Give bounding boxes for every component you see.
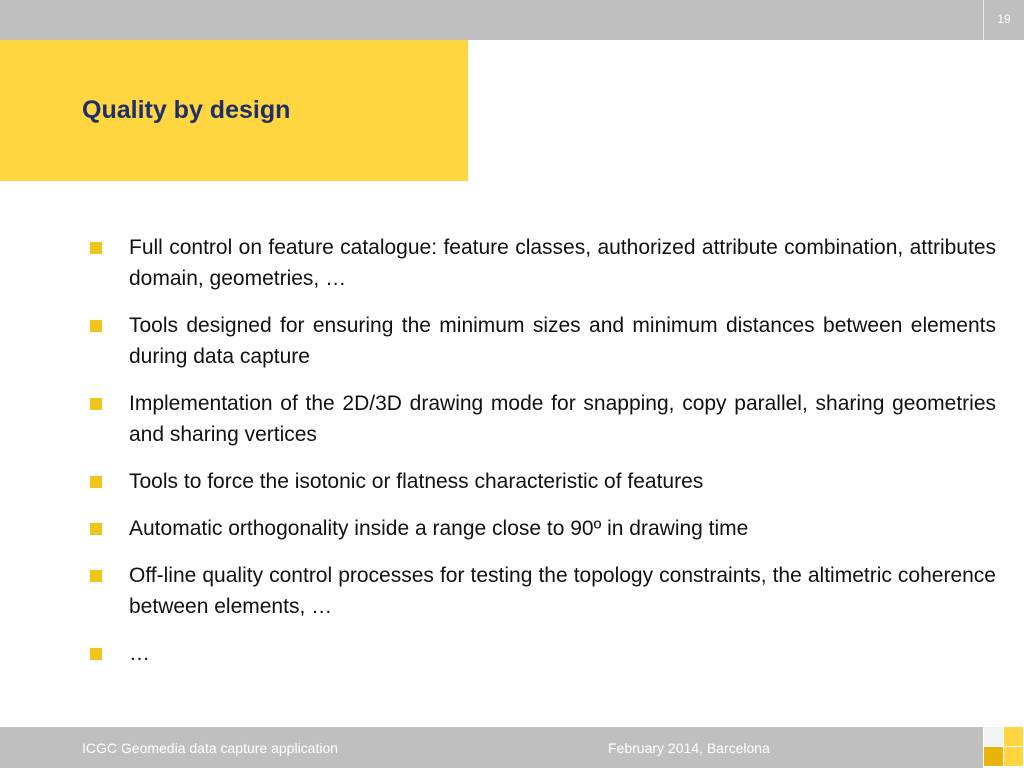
top-bar (0, 0, 1024, 40)
bullet-square-icon (90, 242, 102, 254)
bullet-text: Tools designed for ensuring the minimum sizes and minimum distances between elements during data capture (129, 314, 996, 368)
bullet-item (90, 638, 996, 669)
bullet-list (90, 232, 996, 685)
logo-squares-icon (984, 727, 1024, 768)
bullet-square-icon (90, 320, 102, 332)
bullet-item (90, 513, 996, 544)
bullet-text: Tools to force the isotonic or flatness characteristic of features (129, 470, 704, 493)
bullet-item (90, 466, 996, 497)
bullet-text: … (129, 642, 150, 665)
slide-title: Quality by design (82, 96, 291, 124)
bullet-item (90, 560, 996, 622)
bullet-item (90, 232, 996, 294)
bullet-square-icon (90, 398, 102, 410)
bullet-text: Full control on feature catalogue: feature classes, authorized attribute combination, attributes domain, geometries, … (129, 236, 996, 290)
bullet-square-icon (90, 570, 102, 582)
bullet-square-icon (90, 523, 102, 535)
footer-date-location: February 2014, Barcelona (608, 740, 770, 756)
bullet-text: Implementation of the 2D/3D drawing mode for snapping, copy parallel, sharing geometries and sharing vertices (129, 392, 996, 446)
bullet-square-icon (90, 648, 102, 660)
bullet-square-icon (90, 476, 102, 488)
page-number: 19 (997, 12, 1011, 26)
bullet-text: Automatic orthogonality inside a range close to 90º in drawing time (129, 517, 749, 540)
bullet-item (90, 388, 996, 450)
bullet-item (90, 310, 996, 372)
footer-presentation-title: ICGC Geomedia data capture application (82, 740, 339, 756)
bullet-text: Off-line quality control processes for testing the topology constraints, the altimetric coherence between elements, … (129, 564, 996, 618)
